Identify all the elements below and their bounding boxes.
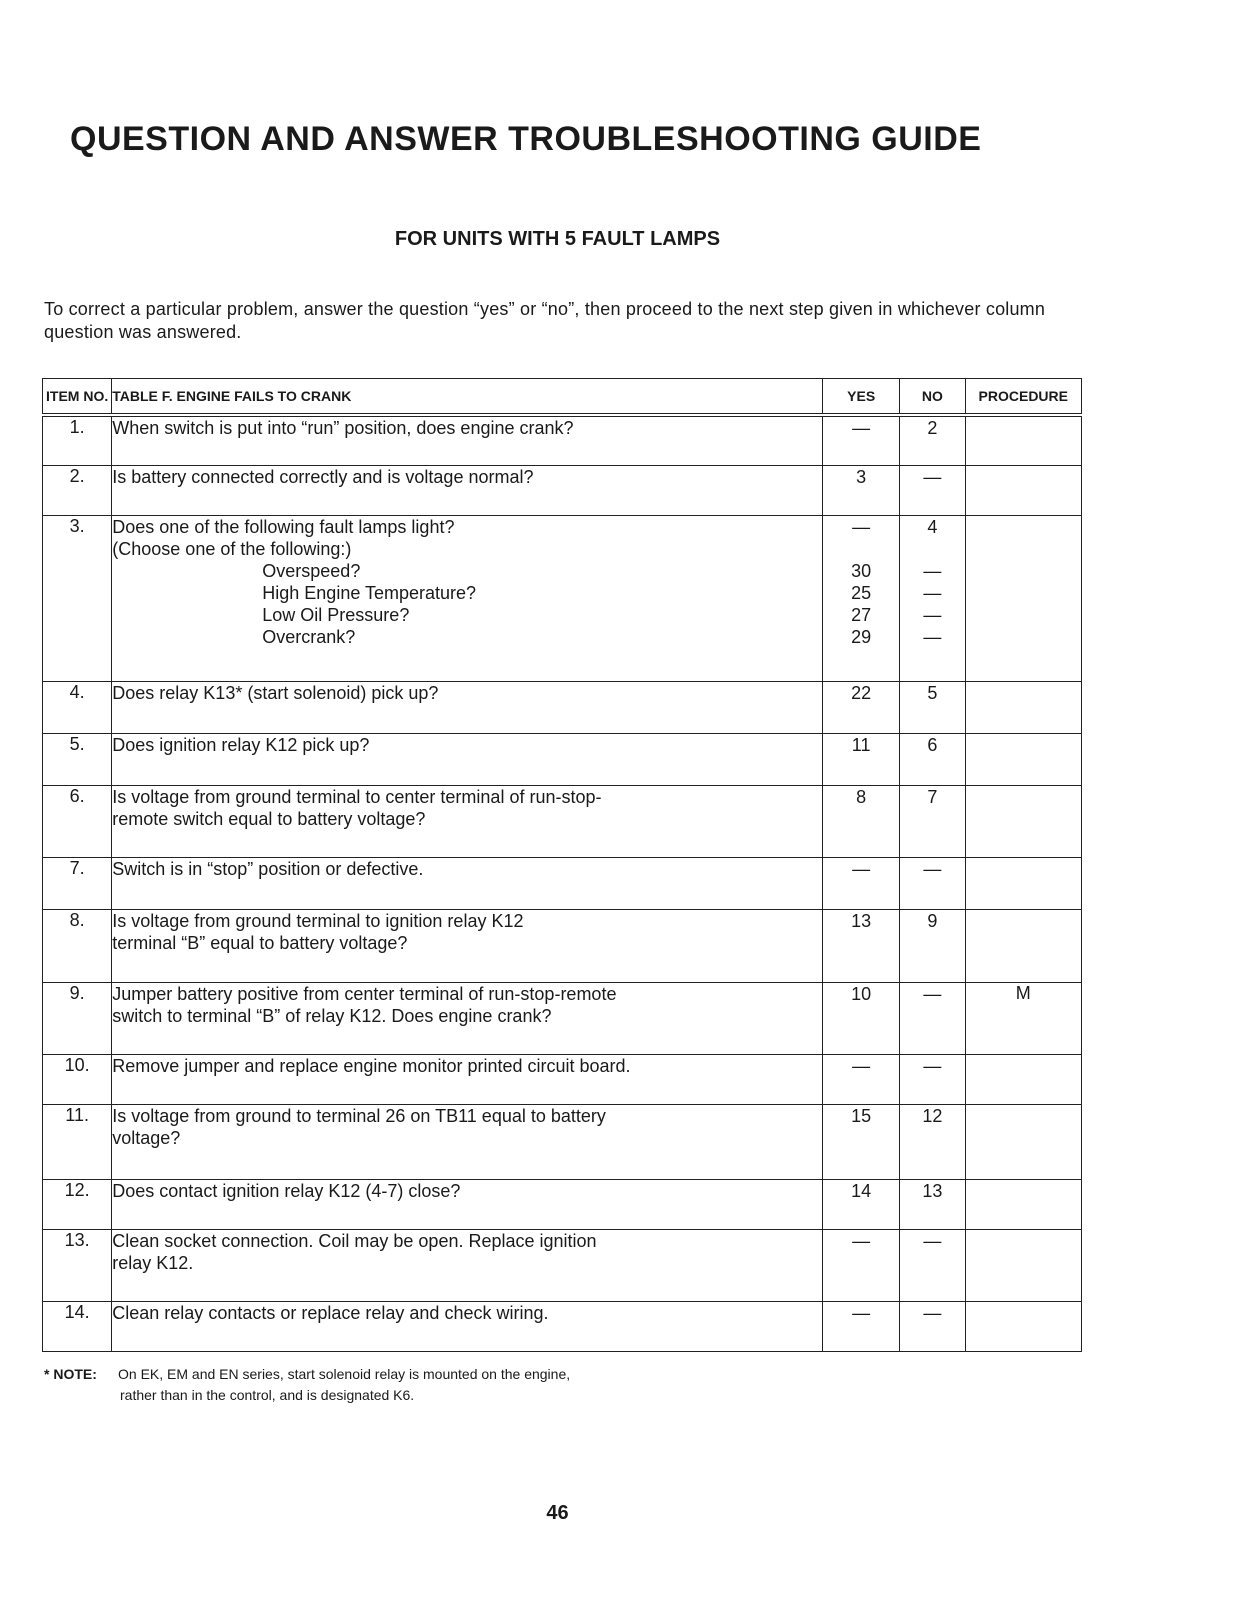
question-line: Clean socket connection. Coil may be open. Replace ignition (112, 1230, 597, 1251)
yes-value: 22 (823, 681, 900, 733)
question-text: Is battery connected correctly and is voltage normal? (112, 465, 823, 515)
procedure-value (965, 1179, 1081, 1229)
fault-lamp-option: Low Oil Pressure? (262, 604, 410, 625)
procedure-value (965, 465, 1081, 515)
yes-value: 14 (823, 1179, 900, 1229)
yes-value: 11 (823, 733, 900, 785)
yes-value: — (823, 1054, 900, 1104)
option-yes-value: 30 (851, 560, 872, 581)
procedure-value (965, 909, 1081, 982)
question-text (112, 1229, 823, 1301)
procedure-value: M (965, 982, 1081, 1054)
option-yes-value: 29 (851, 626, 872, 647)
no-value: 6 (900, 733, 965, 785)
no-value: — (900, 1054, 965, 1104)
header-question: TABLE F. ENGINE FAILS TO CRANK (112, 379, 823, 416)
footnote-text: On EK, EM and EN series, start solenoid relay is mounted on the engine, (118, 1366, 571, 1382)
table-row (43, 982, 1082, 1054)
no-value: 9 (900, 909, 965, 982)
yes-value: 10 (823, 982, 900, 1054)
question-line: Is voltage from ground terminal to center terminal of run-stop- (112, 786, 602, 807)
header-item-no: ITEM NO. (43, 379, 112, 416)
procedure-value (965, 681, 1081, 733)
footnote-text: rather than in the control, and is designated K6. (120, 1387, 415, 1403)
yes-value: — (823, 1229, 900, 1301)
item-number: 2. (43, 465, 112, 515)
question-line: (Choose one of the following:) (112, 538, 352, 559)
footnote-line (44, 1364, 570, 1385)
table-row (43, 785, 1082, 857)
question-line: switch to terminal “B” of relay K12. Does engine crank? (112, 1005, 552, 1026)
table-row (43, 1229, 1082, 1301)
question-text (112, 785, 823, 857)
table-row (43, 681, 1082, 733)
question-text (112, 1104, 823, 1179)
procedure-value (965, 415, 1081, 465)
table-row (43, 1054, 1082, 1104)
procedure-value (965, 1054, 1081, 1104)
yes-value: — (823, 415, 900, 465)
yes-value (823, 515, 900, 681)
no-value: 13 (900, 1179, 965, 1229)
yes-value: 15 (823, 1104, 900, 1179)
table-header-row (43, 379, 1082, 416)
procedure-value (965, 785, 1081, 857)
option-no-value: — (923, 582, 942, 603)
table-row (43, 909, 1082, 982)
option-no-value: — (923, 626, 942, 647)
procedure-value (965, 733, 1081, 785)
item-number: 5. (43, 733, 112, 785)
table-row (43, 1179, 1082, 1229)
question-text: Does relay K13* (start solenoid) pick up? (112, 681, 823, 733)
procedure-value (965, 1229, 1081, 1301)
question-text (112, 515, 823, 681)
item-number: 1. (43, 415, 112, 465)
no-value: — (900, 1229, 965, 1301)
question-line: terminal “B” equal to battery voltage? (112, 932, 408, 953)
no-value: — (900, 857, 965, 909)
item-number: 9. (43, 982, 112, 1054)
procedure-value (965, 1104, 1081, 1179)
procedure-value (965, 1301, 1081, 1351)
option-no-value: — (923, 604, 942, 625)
header-yes: YES (823, 379, 900, 416)
procedure-value (965, 515, 1081, 681)
item-number: 6. (43, 785, 112, 857)
question-text: Switch is in “stop” position or defective. (112, 857, 823, 909)
no-value: — (900, 465, 965, 515)
fault-lamp-option: Overcrank? (262, 626, 356, 647)
question-line: Is voltage from ground to terminal 26 on TB11 equal to battery (112, 1105, 606, 1126)
question-line: relay K12. (112, 1252, 194, 1273)
question-text: Does ignition relay K12 pick up? (112, 733, 823, 785)
fault-lamp-option: High Engine Temperature? (262, 582, 477, 603)
no-value: 5 (900, 681, 965, 733)
table-row (43, 1301, 1082, 1351)
item-number: 10. (43, 1054, 112, 1104)
yes-value: — (852, 516, 871, 537)
yes-value: — (823, 1301, 900, 1351)
no-value: — (900, 982, 965, 1054)
question-line: voltage? (112, 1127, 181, 1148)
page-number: 46 (546, 1502, 569, 1524)
no-value: 7 (900, 785, 965, 857)
yes-value: 3 (823, 465, 900, 515)
question-line: remote switch equal to battery voltage? (112, 808, 426, 829)
option-yes-value: 25 (851, 582, 872, 603)
procedure-value (965, 857, 1081, 909)
question-line: Jumper battery positive from center terminal of run-stop-remote (112, 983, 617, 1004)
fault-lamp-option: Overspeed? (262, 560, 361, 581)
yes-value: 13 (823, 909, 900, 982)
item-number: 14. (43, 1301, 112, 1351)
question-text: Remove jumper and replace engine monitor printed circuit board. (112, 1054, 823, 1104)
table-row (43, 857, 1082, 909)
question-text: When switch is put into “run” position, does engine crank? (112, 415, 823, 465)
table-row (43, 733, 1082, 785)
page-subtitle: FOR UNITS WITH 5 FAULT LAMPS (394, 228, 721, 250)
question-text (112, 909, 823, 982)
yes-value: 8 (823, 785, 900, 857)
no-value: 12 (900, 1104, 965, 1179)
item-number: 8. (43, 909, 112, 982)
question-text: Does contact ignition relay K12 (4-7) close? (112, 1179, 823, 1229)
yes-value: — (823, 857, 900, 909)
no-value (900, 515, 965, 681)
footnote (44, 1364, 570, 1406)
item-number: 11. (43, 1104, 112, 1179)
item-number: 7. (43, 857, 112, 909)
item-number: 13. (43, 1229, 112, 1301)
header-no: NO (900, 379, 965, 416)
table-row (43, 465, 1082, 515)
table-row (43, 1104, 1082, 1179)
no-value: 2 (900, 415, 965, 465)
option-no-value: — (923, 560, 942, 581)
no-value: 4 (927, 516, 938, 537)
item-number: 3. (43, 515, 112, 681)
question-text: Clean relay contacts or replace relay and check wiring. (112, 1301, 823, 1351)
question-text (112, 982, 823, 1054)
item-number: 4. (43, 681, 112, 733)
no-value: — (900, 1301, 965, 1351)
question-line: Is voltage from ground terminal to ignition relay K12 (112, 910, 524, 931)
option-yes-value: 27 (851, 604, 872, 625)
table-row (43, 415, 1082, 465)
intro-paragraph: To correct a particular problem, answer the question “yes” or “no”, then proceed to the next step given in whichever column question was answered. (44, 299, 1046, 342)
table-row (43, 515, 1082, 681)
troubleshooting-table (42, 378, 1082, 1352)
question-line: Does one of the following fault lamps light? (112, 516, 455, 537)
footnote-label: * NOTE: (44, 1366, 97, 1382)
item-number: 12. (43, 1179, 112, 1229)
header-procedure: PROCEDURE (965, 379, 1081, 416)
page-title: QUESTION AND ANSWER TROUBLESHOOTING GUIDE (70, 120, 982, 158)
